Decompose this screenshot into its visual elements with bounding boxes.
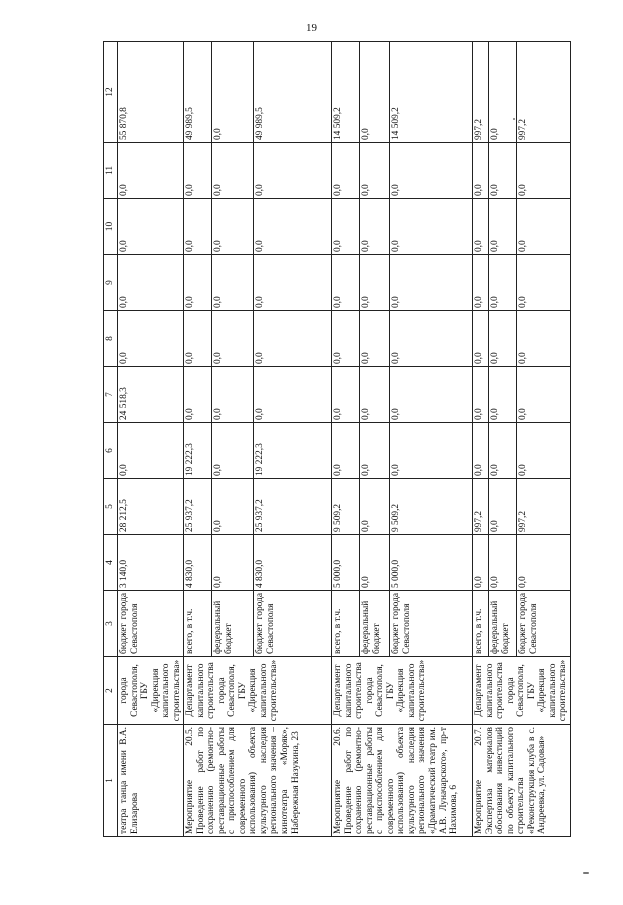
value-cell: 0,0: [332, 367, 360, 423]
value-cell: 0,0: [489, 199, 517, 255]
value-cell: 0,0: [184, 311, 212, 367]
executor: Департамент капитального строительства города Севастополя, ГБУ «Дирекция капитального строительства»: [332, 657, 473, 725]
value-cell: 4 830,0: [184, 535, 212, 591]
col-header: 5: [104, 479, 118, 535]
executor: города Севастополя, ГБУ «Дирекция капитального строительства»: [118, 657, 184, 725]
value-cell: 0,0: [473, 367, 489, 423]
value-cell: 0,0: [390, 367, 473, 423]
executor: Департамент капитального строительства города Севастополя, ГБУ «Дирекция капитального строительства»: [473, 657, 571, 725]
col-header: 10: [104, 199, 118, 255]
value-cell: 0,0: [473, 143, 489, 199]
funding-source: всего, в т.ч.: [184, 591, 212, 657]
activity-name: Мероприятие 20.7. Экспертиза материалов обоснования инвестиций по объекту капитального строительства «Реконструкция клуба в с. Андреевка, ул. Садовая»: [473, 725, 571, 837]
value-cell: 0,0: [212, 42, 254, 143]
value-cell: 0,0: [489, 367, 517, 423]
scan-speck: [513, 118, 515, 120]
value-cell: 0,0: [118, 199, 184, 255]
value-cell: 0,0: [332, 143, 360, 199]
value-cell: 0,0: [473, 535, 489, 591]
value-cell: 0,0: [184, 255, 212, 311]
funding-source: бюджет города Севастополя: [390, 591, 473, 657]
value-cell: 19 222,3: [254, 423, 332, 479]
value-cell: 0,0: [517, 199, 571, 255]
executor: Департамент капитального строительства города Севастополя, ГБУ «Дирекция капитального строительства»: [184, 657, 332, 725]
value-cell: 0,0: [212, 255, 254, 311]
value-cell: 0,0: [254, 311, 332, 367]
value-cell: 0,0: [473, 311, 489, 367]
value-cell: 0,0: [517, 311, 571, 367]
budget-table: [103, 41, 571, 837]
funding-source: федеральный бюджет: [360, 591, 390, 657]
funding-source: всего, в т.ч.: [473, 591, 489, 657]
value-cell: 0,0: [517, 367, 571, 423]
col-header: 7: [104, 367, 118, 423]
funding-source: бюджет города Севастополя: [517, 591, 571, 657]
value-cell: 9 509,2: [332, 479, 360, 535]
value-cell: 0,0: [489, 423, 517, 479]
col-header: 8: [104, 311, 118, 367]
funding-source: бюджет города Севастополя: [118, 591, 184, 657]
activity-name: Мероприятие 20.6. Проведение работ по сохранению (ремонтно-реставрационные работы с приспособлением для современного использования) объекта культурного наследия регионального значения «Драматический театр им. А.В. Луначарского», пр-т Нахимова, 6: [332, 725, 473, 837]
value-cell: 0,0: [360, 311, 390, 367]
col-header: 11: [104, 143, 118, 199]
value-cell: 0,0: [489, 143, 517, 199]
value-cell: 0,0: [254, 367, 332, 423]
col-header: 9: [104, 255, 118, 311]
value-cell: 0,0: [517, 255, 571, 311]
value-cell: 0,0: [489, 42, 517, 143]
header-row: [104, 42, 118, 837]
value-cell: 0,0: [118, 143, 184, 199]
value-cell: 0,0: [254, 255, 332, 311]
value-cell: 0,0: [184, 367, 212, 423]
value-cell: 0,0: [517, 143, 571, 199]
value-cell: 0,0: [473, 255, 489, 311]
value-cell: 0,0: [212, 479, 254, 535]
value-cell: 0,0: [332, 199, 360, 255]
value-cell: 0,0: [212, 367, 254, 423]
value-cell: 0,0: [489, 535, 517, 591]
value-cell: 0,0: [254, 143, 332, 199]
value-cell: 0,0: [212, 423, 254, 479]
value-cell: 25 937,2: [254, 479, 332, 535]
rotated-table-frame: [103, 42, 569, 837]
value-cell: 0,0: [212, 143, 254, 199]
value-cell: 0,0: [332, 311, 360, 367]
value-cell: 0,0: [118, 311, 184, 367]
funding-source: всего, в т.ч.: [332, 591, 360, 657]
funding-source: бюджет города Севастополя: [254, 591, 332, 657]
scan-speck: [583, 872, 589, 874]
value-cell: 0,0: [360, 479, 390, 535]
value-cell: 997,2: [517, 479, 571, 535]
value-cell: 49 989,5: [254, 42, 332, 143]
value-cell: 997,2: [473, 479, 489, 535]
value-cell: 19 222,3: [184, 423, 212, 479]
value-cell: 0,0: [118, 255, 184, 311]
value-cell: 0,0: [473, 423, 489, 479]
value-cell: 24 518,3: [118, 367, 184, 423]
activity-name: театра танца имени В.А. Елизарова: [118, 725, 184, 837]
value-cell: 49 989,5: [184, 42, 212, 143]
value-cell: 0,0: [489, 311, 517, 367]
value-cell: 4 830,0: [254, 535, 332, 591]
value-cell: 0,0: [489, 479, 517, 535]
value-cell: 5 000,0: [390, 535, 473, 591]
value-cell: 0,0: [390, 143, 473, 199]
value-cell: 0,0: [184, 143, 212, 199]
value-cell: 14 509,2: [332, 42, 360, 143]
col-header: 1: [104, 725, 118, 837]
value-cell: 997,2: [517, 42, 571, 143]
value-cell: 0,0: [390, 199, 473, 255]
value-cell: 0,0: [360, 255, 390, 311]
col-header: 3: [104, 591, 118, 657]
col-header: 12: [104, 42, 118, 143]
value-cell: 0,0: [360, 143, 390, 199]
page-number: 19: [306, 22, 317, 34]
value-cell: 0,0: [517, 535, 571, 591]
value-cell: 0,0: [360, 199, 390, 255]
value-cell: 0,0: [118, 423, 184, 479]
value-cell: 997,2: [473, 42, 489, 143]
value-cell: 55 870,8: [118, 42, 184, 143]
value-cell: 0,0: [489, 255, 517, 311]
value-cell: 14 509,2: [390, 42, 473, 143]
table-row: [332, 42, 360, 837]
value-cell: 0,0: [473, 199, 489, 255]
value-cell: 28 212,5: [118, 479, 184, 535]
value-cell: 0,0: [360, 42, 390, 143]
value-cell: 0,0: [360, 535, 390, 591]
value-cell: 0,0: [332, 255, 360, 311]
col-header: 2: [104, 657, 118, 725]
value-cell: 3 140,0: [118, 535, 184, 591]
activity-name: Мероприятие 20.5. Проведение работ по сохранению (ремонтно-реставрационные работы с приспособлением для современного использования) объекта культурного наследия регионального значения – кинотеатра «Моряк», Набережная Назукина, 23: [184, 725, 332, 837]
value-cell: 0,0: [390, 423, 473, 479]
value-cell: 0,0: [212, 535, 254, 591]
funding-source: федеральный бюджет: [212, 591, 254, 657]
value-cell: 0,0: [184, 199, 212, 255]
value-cell: 0,0: [212, 199, 254, 255]
value-cell: 0,0: [390, 311, 473, 367]
value-cell: 25 937,2: [184, 479, 212, 535]
value-cell: 9 509,2: [390, 479, 473, 535]
value-cell: 0,0: [254, 199, 332, 255]
table-row: [118, 42, 184, 837]
table-row: [473, 42, 489, 837]
value-cell: 0,0: [360, 423, 390, 479]
value-cell: 0,0: [517, 423, 571, 479]
col-header: 6: [104, 423, 118, 479]
funding-source: федеральный бюджет: [489, 591, 517, 657]
value-cell: 0,0: [212, 311, 254, 367]
value-cell: 0,0: [332, 423, 360, 479]
value-cell: 0,0: [360, 367, 390, 423]
value-cell: 0,0: [390, 255, 473, 311]
col-header: 4: [104, 535, 118, 591]
value-cell: 5 000,0: [332, 535, 360, 591]
table-row: [184, 42, 212, 837]
